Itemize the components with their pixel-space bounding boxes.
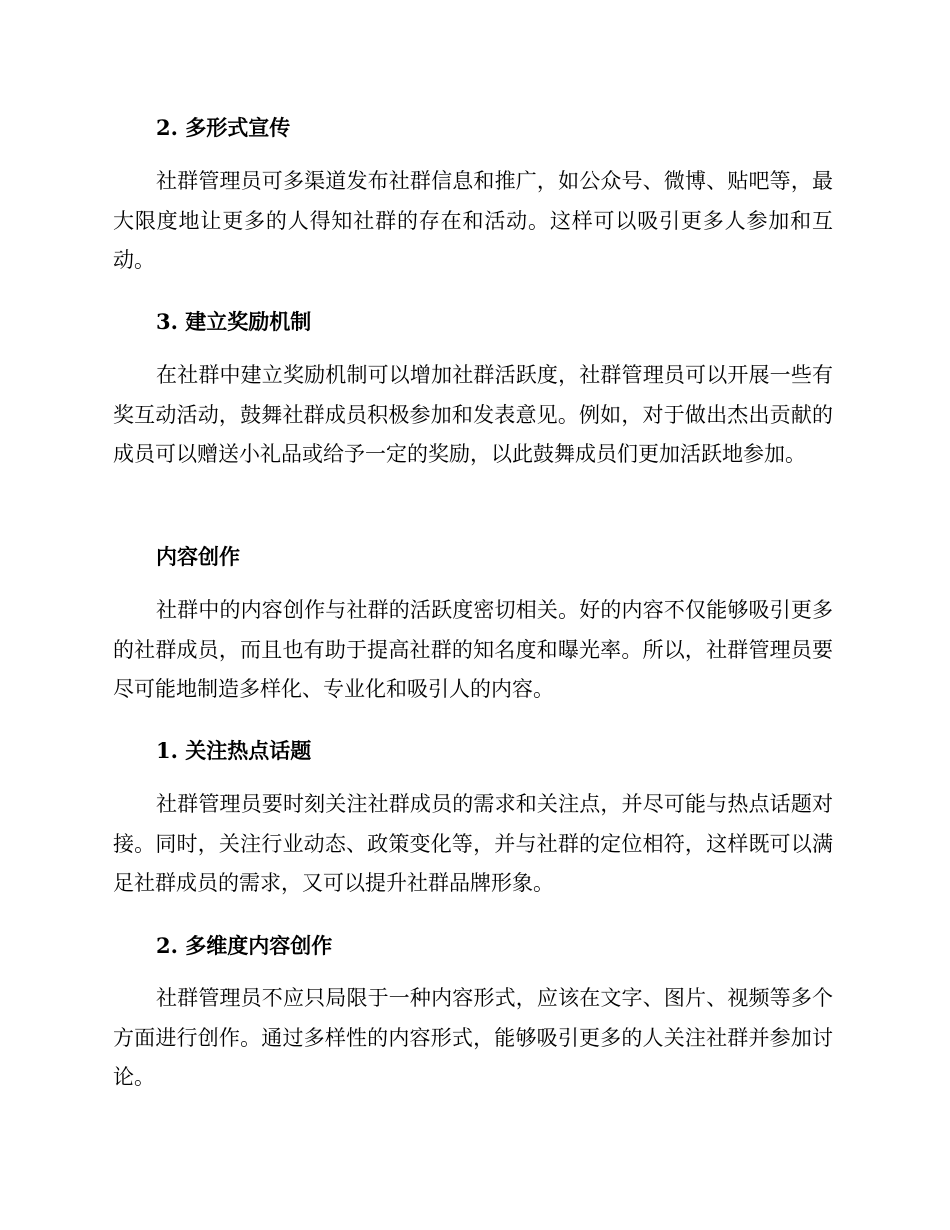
section-heading: 3. 建立奖励机制 <box>156 309 312 334</box>
section-paragraph: 社群管理员要时刻关注社群成员的需求和关注点，并尽可能与热点话题对接。同时，关注行业动态、政策变化等，并与社群的定位相符，这样既可以满足社群成员的需求，又可以提升社群品牌形象。 <box>113 792 833 895</box>
section-paragraph: 社群中的内容创作与社群的活跃度密切相关。好的内容不仅能够吸引更多的社群成员，而且也有助于提高社群的知名度和曝光率。所以，社群管理员要尽可能地制造多样化、专业化和吸引人的内容。 <box>113 598 833 701</box>
section-heading: 2. 多形式宣传 <box>156 115 291 140</box>
section-heading: 1. 关注热点话题 <box>156 738 312 763</box>
section-paragraph: 在社群中建立奖励机制可以增加社群活跃度，社群管理员可以开展一些有奖互动活动，鼓舞社群成员积极参加和发表意见。例如，对于做出杰出贡献的成员可以赠送小礼品或给予一定的奖励，以此鼓舞成员们更加活跃地参加。 <box>113 363 833 466</box>
section-heading: 2. 多维度内容创作 <box>156 933 333 958</box>
section-heading: 内容创作 <box>156 544 240 569</box>
section-paragraph: 社群管理员不应只局限于一种内容形式，应该在文字、图片、视频等多个方面进行创作。通过多样性的内容形式，能够吸引更多的人关注社群并参加讨论。 <box>113 986 833 1089</box>
section-paragraph: 社群管理员可多渠道发布社群信息和推广，如公众号、微博、贴吧等，最大限度地让更多的人得知社群的存在和活动。这样可以吸引更多人参加和互动。 <box>113 169 833 272</box>
